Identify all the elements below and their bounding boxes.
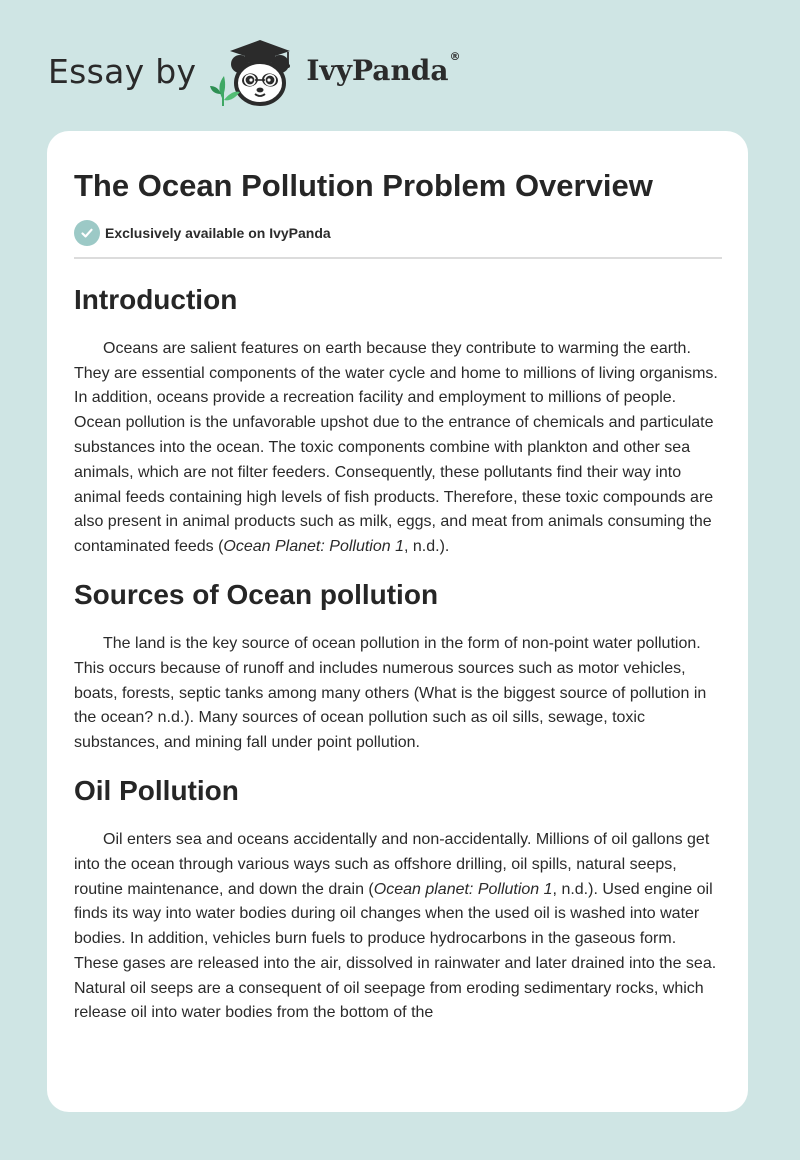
- section-heading-oil-pollution: Oil Pollution: [74, 774, 239, 806]
- citation: Ocean Planet: Pollution 1: [223, 538, 404, 556]
- brand-name: IvyPanda®: [306, 50, 461, 87]
- page-title: The Ocean Pollution Problem Overview: [74, 168, 653, 203]
- badge-text: Exclusively available on IvyPanda: [105, 224, 331, 241]
- citation: Ocean planet: Pollution 1: [373, 880, 553, 898]
- section-heading-sources: Sources of Ocean pollution: [74, 578, 439, 610]
- section-paragraph-introduction: Oceans are salient features on earth because they contribute to warming the earth. They are essential components of the water cycle and home to millions of living organisms. In addition, oceans provide a recreation facility and employment to millions of people. Ocean pollution is the unfavorable upshot due to the entrance of chemicals and particulate substances into the ocean. The toxic components combine with plankton and other sea animals, which are not filter feeders. Consequently, these pollutants find their way into animal feeds containing high levels of fish products. Therefore, these toxic compounds are also present in animal products such as milk, eggs, and meat from animals consuming the contaminated feeds (Ocean Planet: Pollution 1, n.d.).: [74, 339, 718, 556]
- registered-mark: ®: [449, 50, 461, 63]
- exclusive-badge: [74, 219, 722, 247]
- title-divider: [74, 257, 722, 259]
- checkmark-icon: [74, 220, 100, 246]
- essay-card: [47, 131, 748, 1112]
- brand-prefix: Essay by: [48, 51, 197, 91]
- section-paragraph-sources: The land is the key source of ocean pollution in the form of non-point water pollution. This occurs because of runoff and includes numerous sources such as motor vehicles, boats, forests, septic tanks among many others (What is the biggest source of pollution in the ocean? n.d.). Many sources of ocean pollution such as oil sills, sewage, toxic substances, and mining fall under point pollution.: [74, 634, 707, 752]
- section-paragraph-oil-pollution: Oil enters sea and oceans accidentally and non-accidentally. Millions of oil gallons get into the ocean through various ways such as offshore drilling, oil spills, natural seeps, routine maintenance, and down the drain (Ocean planet: Pollution 1, n.d.). Used engine oil finds its way into water bodies during oil changes when the used oil is washed into water bodies. In addition, vehicles burn fuels to produce hydrocarbons in the gaseous form. These gases are released into the air, dissolved in rainwater and later drained into the sea. Natural oil seeps are a consequent of oil seepage from eroding sedimentary rocks, which release oil into water bodies from the bottom of the: [74, 830, 717, 1022]
- brand-header: [48, 34, 461, 108]
- section-heading-introduction: Introduction: [74, 283, 238, 315]
- panda-graduate-icon: [210, 34, 302, 108]
